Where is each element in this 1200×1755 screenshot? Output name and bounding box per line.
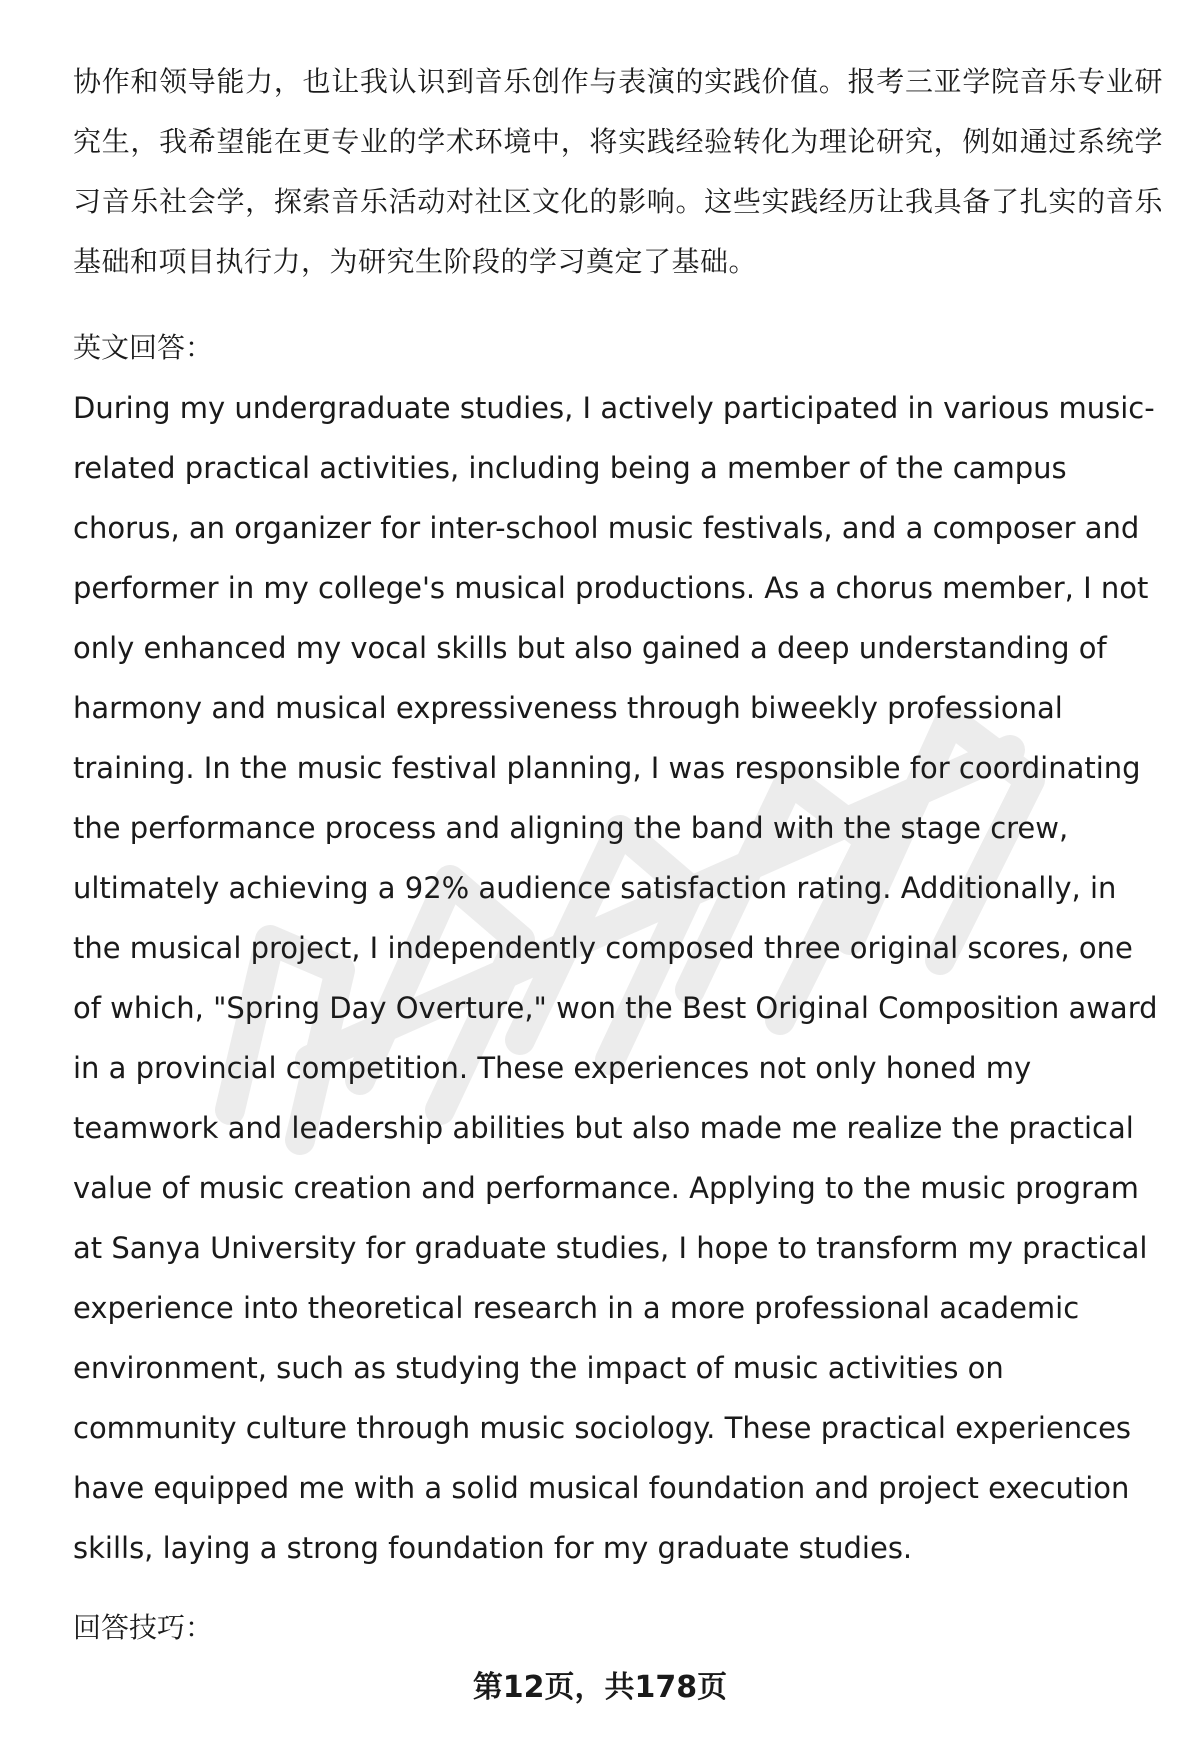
page-number-footer: 第12页，共178页: [472, 1670, 728, 1705]
answer-tips-heading: 回答技巧：: [73, 1611, 214, 1644]
english-answer-heading: 英文回答：: [73, 331, 214, 364]
english-answer-paragraph: During my undergraduate studies, I actively participated in various music-related practical activities, including being a member of the campus chorus, an organizer for inter-school music festivals, and a composer and performer in my college's musical productions. As a chorus member, I not only enhanced my vocal skills but also gained a deep understanding of harmony and musical expressiveness through biweekly professional training. In the music festival planning, I was responsible for coordinating the performance process and aligning the band with the stage crew, ultimately achieving a 92% audience satisfaction rating. Additionally, in the musical project, I independently composed three original scores, one of which, "Spring Day Overture," won the Best Original Composition award in a provincial competition. These experiences not only honed my teamwork and leadership abilities but also made me realize the practical value of music creation and performance. Applying to the music program at Sanya University for graduate studies, I hope to transform my practical experience into theoretical research in a more professional academic environment, such as studying the impact of music activities on community culture through music sociology. These practical experiences have equipped me with a solid musical foundation and project execution skills, laying a strong foundation for my graduate studies.: [73, 391, 1158, 1565]
chinese-answer-paragraph: 协作和领导能力，也让我认识到音乐创作与表演的实践价值。报考三亚学院音乐专业研究生，我希望能在更专业的学术环境中，将实践经验转化为理论研究，例如通过系统学习音乐社会学，探索音乐活动对社区文化的影响。这些实践经历让我具备了扎实的音乐基础和项目执行力，为研究生阶段的学习奠定了基础。: [73, 65, 1163, 278]
document-body: [73, 52, 1163, 1658]
